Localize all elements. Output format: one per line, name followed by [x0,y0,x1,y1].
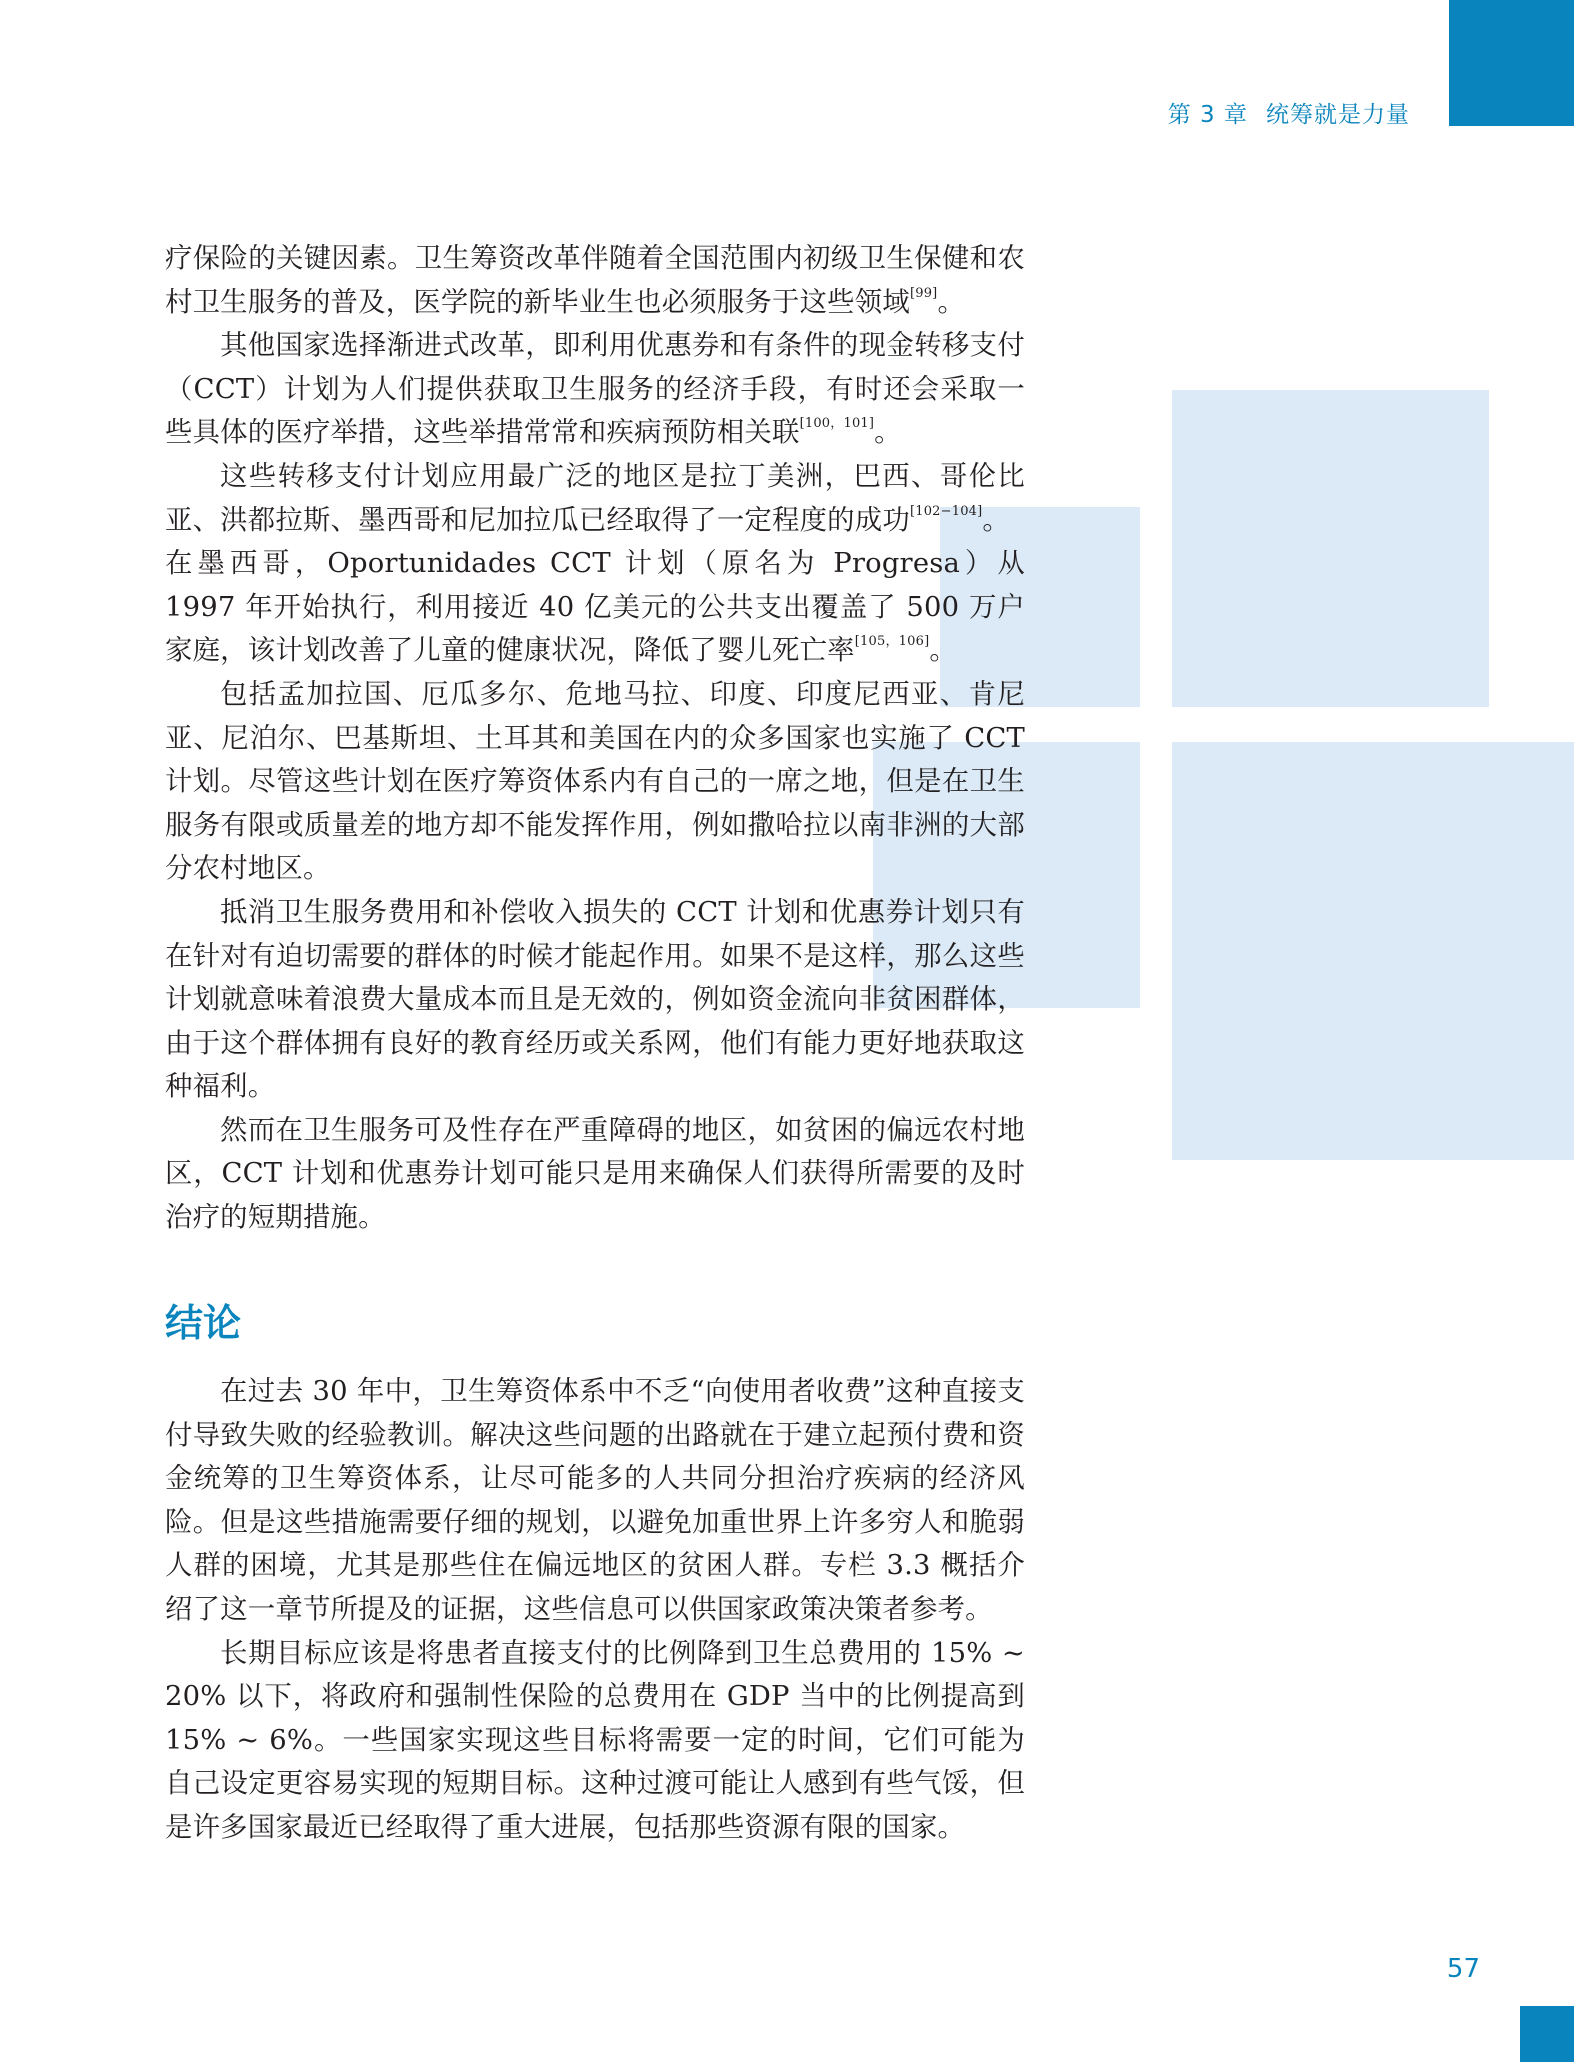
citation: [102−104] [909,503,983,519]
footer-corner-block [1520,2006,1574,2062]
body-text-top [165,237,1025,1240]
chapter-number: 第 3 章 [1167,102,1248,128]
paragraph: 在过去 30 年中，卫生筹资体系中不乏“向使用者收费”这种直接支付导致失败的经验教训。解决这些问题的出路就在于建立起预付费和资金统筹的卫生筹资体系，让尽可能多的人共同分担治疗疾病的经济风险。但是这些措施需要仔细的规划，以避免加重世界上许多穷人和脆弱人群的困境，尤其是那些住在偏远地区的贫困人群。专栏 3.3 概括介绍了这一章节所提及的证据，这些信息可以供国家政策决策者参考。 [165,1376,1025,1625]
paragraph: 在墨西哥，Oportunidades CCT 计划（原名为 Progresa）从 1997 年开始执行，利用接近 40 亿美元的公共支出覆盖了 500 万户家庭，该计划改善了儿童的健康状况，降低了婴儿死亡率[105，106]。 [165,548,1025,667]
decor-block-1 [1172,390,1489,707]
paragraph: 包括孟加拉国、厄瓜多尔、危地马拉、印度、印度尼西亚、肯尼亚、尼泊尔、巴基斯坦、土耳其和美国在内的众多国家也实施了 CCT 计划。尽管这些计划在医疗筹资体系内有自己的一席之地，但是在卫生服务有限或质量差的地方却不能发挥作用，例如撒哈拉以南非洲的大部分农村地区。 [165,678,1025,885]
paragraph: 抵消卫生服务费用和补偿收入损失的 CCT 计划和优惠券计划只有在针对有迫切需要的群体的时候才能起作用。如果不是这样，那么这些计划就意味着浪费大量成本而且是无效的，例如资金流向非贫困群体，由于这个群体拥有良好的教育经历或关系网，他们有能力更好地获取这种福利。 [165,896,1025,1103]
running-header [1080,96,1410,129]
decor-block-4 [1172,742,1574,1160]
citation: [99] [909,285,938,301]
citation: [100，101] [799,416,875,432]
page-number: 57 [1446,1954,1480,1984]
section-heading: 结论 [165,1301,242,1345]
body-text-bottom [165,1370,1025,1850]
paragraph: 这些转移支付计划应用最广泛的地区是拉丁美洲，巴西、哥伦比亚、洪都拉斯、墨西哥和尼加拉瓜已经取得了一定程度的成功[102−104]。 [165,460,1025,536]
chapter-title: 统筹就是力量 [1266,102,1410,128]
citation: [105，106] [854,634,930,650]
paragraph: 其他国家选择渐进式改革，即利用优惠券和有条件的现金转移支付（CCT）计划为人们提供获取卫生服务的经济手段，有时还会采取一些具体的医疗举措，这些举措常常和疾病预防相关联[100，101]。 [165,330,1025,449]
header-corner-block [1449,0,1574,126]
paragraph: 然而在卫生服务可及性存在严重障碍的地区，如贫困的偏远农村地区，CCT 计划和优惠券计划可能只是用来确保人们获得所需要的及时治疗的短期措施。 [165,1114,1025,1234]
paragraph: 疗保险的关键因素。卫生筹资改革伴随着全国范围内初级卫生保健和农村卫生服务的普及，医学院的新毕业生也必须服务于这些领域[99]。 [165,243,1025,318]
paragraph: 长期目标应该是将患者直接支付的比例降到卫生总费用的 15% ~ 20% 以下，将政府和强制性保险的总费用在 GDP 当中的比例提高到 15% ~ 6%。一些国家实现这些目标将需要一定的时间，它们可能为自己设定更容易实现的短期目标。这种过渡可能让人感到有些气馁，但是许多国家最近已经取得了重大进展，包括那些资源有限的国家。 [165,1637,1025,1843]
